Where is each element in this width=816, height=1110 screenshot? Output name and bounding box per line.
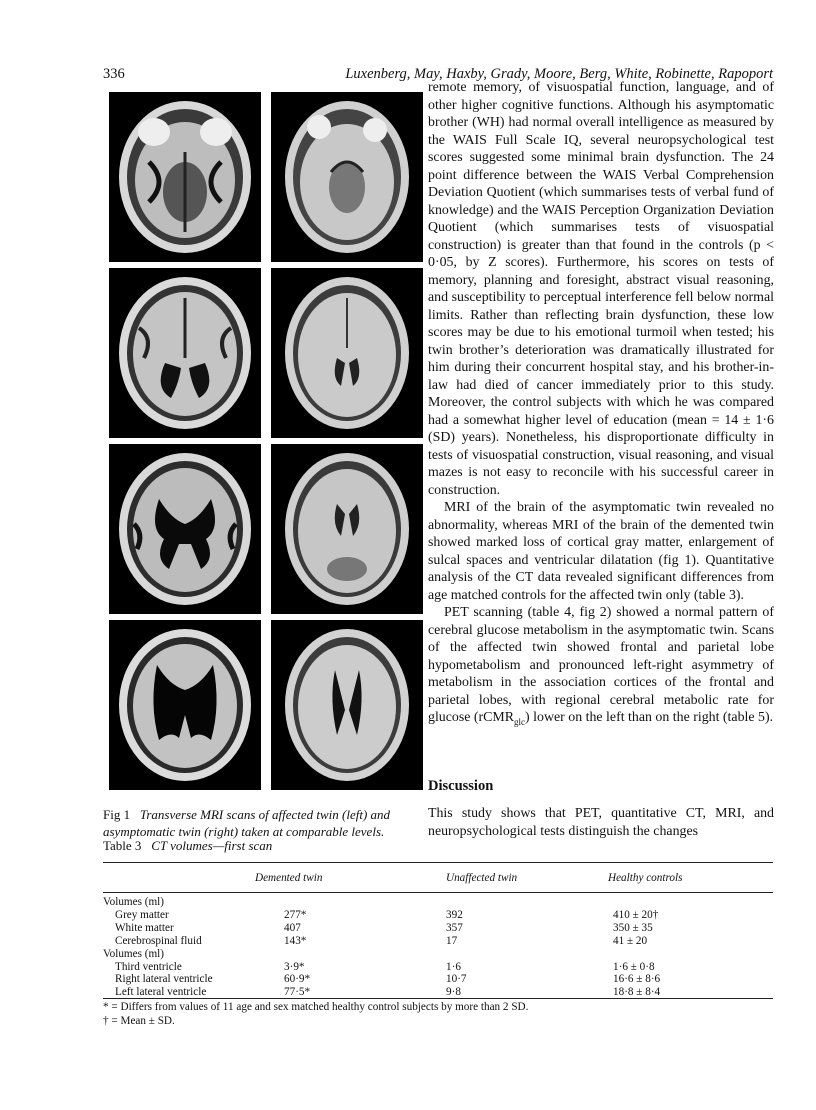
- row-label: White matter: [115, 921, 174, 934]
- row-label: Grey matter: [115, 908, 169, 921]
- cell-demented: 407: [284, 921, 301, 934]
- table-row: [103, 973, 773, 986]
- page-number: 336: [103, 66, 125, 82]
- mri-scan-asymptomatic-1: [271, 92, 423, 262]
- cell-demented: 77·5*: [284, 986, 311, 999]
- cell-controls: 41 ± 20: [613, 934, 648, 947]
- figure-label: Fig 1: [103, 807, 131, 822]
- table-header-demented: Demented twin: [255, 872, 323, 884]
- mri-scan-asymptomatic-2: [271, 268, 423, 438]
- row-label: Left lateral ventricle: [115, 986, 207, 999]
- table-row: [103, 961, 773, 974]
- table-row: [103, 935, 773, 948]
- table-footnote-1: * = Differs from values of 11 age and sex matched healthy control subjects by more than 2 SD.: [103, 1001, 529, 1013]
- table-row: [103, 896, 773, 909]
- body-text-column: [428, 79, 774, 731]
- table-header-rule: [103, 892, 773, 893]
- paragraph-1: remote memory, of visuospatial function, language, and of other higher cognitive functions. Although his asymptomatic brother (WH) had normal overall intelligence as measured by the WAIS Full Scale IQ, several neuropsychological test scores suggested some minimal brain dysfunction. The 24 point difference between the WAIS Verbal Comprehension Deviation Quotient (which summarises tests of verbal fund of knowledge) and the WAIS Perception Organization Deviation Quotient (which summarises tests of visuospatial construction) is greater than that found in the controls (p < 0·05, by Z scores). Furthermore, his scores on tests of memory, planning and foresight, abstract visual reasoning, and susceptibility to perceptual interference fell below normal limits. Rather than reflecting brain dysfunction, these low scores may be due to his emotional turmoil when tested; his twin brother’s deterioration was dramatically illustrated for him during their concurrent hospital stay, and his brother-in-law had died of cancer immediately prior to this study. Moreover, the control subjects with which he was compared had a somewhat higher level of education (mean = 14 ± 1·6 (SD) years). Nonetheless, his disproportionate difficulty in tests of visuospatial construction, visual reasoning, and visual mazes is not easy to reconcile with his successful career in construction.: [428, 80, 774, 498]
- section-heading-discussion: Discussion: [428, 778, 494, 794]
- row-label: Volumes (ml): [103, 896, 165, 908]
- table-header-unaffected: Unaffected twin: [446, 872, 518, 884]
- cell-unaffected: 17: [446, 934, 458, 947]
- cell-demented: 3·9*: [284, 960, 305, 973]
- table-row: [103, 922, 773, 935]
- cell-controls: 18·8 ± 8·4: [613, 986, 661, 999]
- table-bottom-rule: [103, 998, 773, 999]
- cell-controls: 350 ± 35: [613, 921, 653, 934]
- cell-unaffected: 357: [446, 921, 463, 934]
- cell-unaffected: 10·7: [446, 973, 467, 986]
- mri-scan-affected-2: [109, 268, 261, 438]
- row-label: Volumes (ml): [103, 947, 165, 960]
- mri-scan-asymptomatic-4: [271, 620, 423, 790]
- mri-figure: [107, 90, 421, 790]
- discussion-paragraph: This study shows that PET, quantitative CT, MRI, and neuropsychological tests distinguish the changes: [428, 806, 774, 839]
- cell-demented: 60·9*: [284, 973, 311, 986]
- paragraph-3-text: PET scanning (table 4, fig 2) showed a normal pattern of cerebral glucose metabolism in the asymptomatic twin. Scans of the affected twin showed frontal and parietal lobe hypometabolism and pronounced left-right asymmetry of metabolism in the association cortices of the frontal and parietal lobes, with regional cerebral metabolic rate for glucose (rCMR: [428, 605, 774, 725]
- table-top-rule: [103, 862, 773, 863]
- row-label: Cerebrospinal fluid: [115, 934, 202, 947]
- table-title: CT volumes—first scan: [151, 838, 273, 853]
- table-footnote-2: † = Mean ± SD.: [103, 1015, 175, 1027]
- cell-unaffected: 9·8: [446, 986, 461, 999]
- mri-scan-asymptomatic-3: [271, 444, 423, 614]
- cell-demented: 277*: [284, 908, 307, 921]
- mri-scan-affected-4: [109, 620, 261, 790]
- mri-scan-affected-1: [109, 92, 261, 262]
- figure-caption-text: Transverse MRI scans of affected twin (left) and asymptomatic twin (right) taken at comparable levels.: [103, 807, 391, 839]
- cell-controls: 1·6 ± 0·8: [613, 960, 655, 973]
- paragraph-2: MRI of the brain of the asymptomatic twin revealed no abnormality, whereas MRI of the brain of the demented twin showed marked loss of cortical gray matter, enlargement of sulcal spaces and ventricular dilatation (fig 1). Quantitative analysis of the CT data revealed significant differences from age matched controls for the affected twin only (table 3).: [428, 500, 774, 603]
- paragraph-3: [428, 604, 774, 731]
- mri-scan-affected-3: [109, 444, 261, 614]
- paragraph-3-tail: ) lower on the left than on the right (table 5).: [525, 710, 774, 725]
- figure-caption: [103, 806, 421, 840]
- cell-controls: 16·6 ± 8·6: [613, 973, 661, 986]
- cell-unaffected: 392: [446, 908, 463, 921]
- paragraph-3-subscript: glc: [514, 716, 526, 727]
- cell-demented: 143*: [284, 934, 307, 947]
- author-list: Luxenberg, May, Haxby, Grady, Moore, Berg, White, Robinette, Rapoport: [345, 66, 773, 82]
- table-caption: [103, 838, 272, 854]
- row-label: Third ventricle: [115, 960, 182, 973]
- table-header-controls: Healthy controls: [608, 872, 683, 884]
- table-row: [103, 948, 773, 961]
- row-label: Right lateral ventricle: [115, 973, 213, 986]
- table-row: [103, 909, 773, 922]
- cell-controls: 410 ± 20†: [613, 908, 659, 921]
- cell-unaffected: 1·6: [446, 960, 461, 973]
- table-label: Table 3: [103, 838, 142, 853]
